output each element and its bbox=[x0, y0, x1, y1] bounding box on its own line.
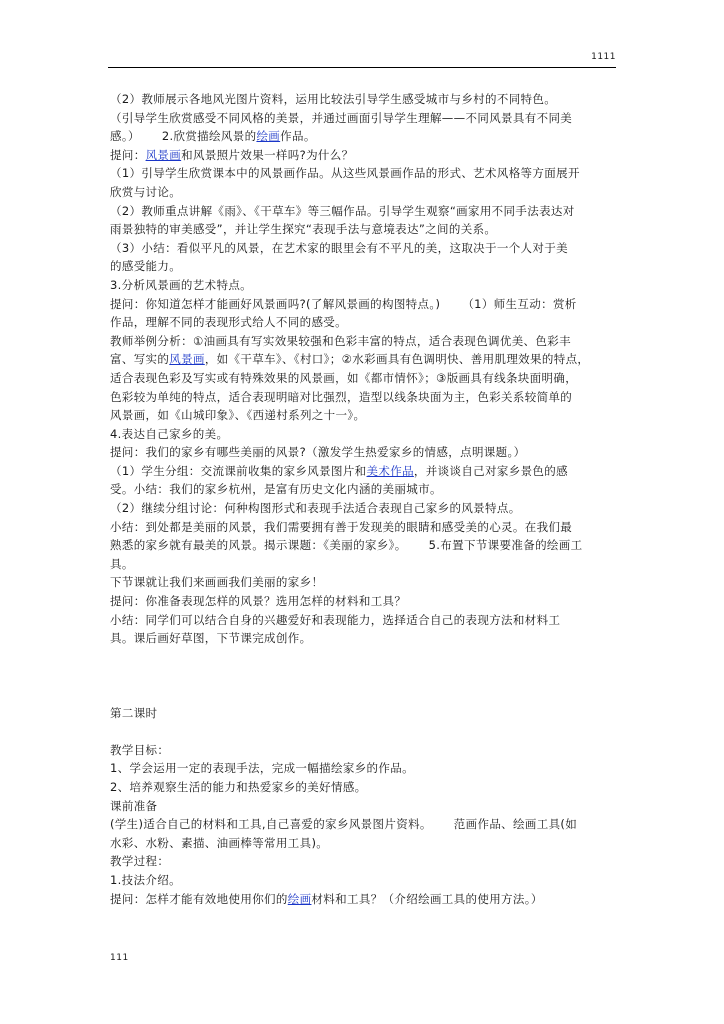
line-text: 具。 bbox=[110, 556, 134, 571]
line-text: 雨景独特的审美感受”，并让学生探究“表现手法与意境表达”之间的关系。 bbox=[110, 222, 497, 237]
hyperlink[interactable]: 风景画 bbox=[145, 147, 182, 162]
header-page-number: 1111 bbox=[591, 52, 616, 62]
text-line bbox=[110, 536, 616, 555]
line-text: 提问：我们的家乡有哪些美丽的风景?（激发学生热爱家乡的情感，点明课题。） bbox=[110, 445, 526, 460]
text-line bbox=[110, 183, 616, 202]
text-line bbox=[110, 388, 616, 407]
line-text: （1）引导学生欣赏课本中的风景画作品。从这些风景画作品的形式、艺术风格等方面展开 bbox=[110, 166, 580, 181]
text-line bbox=[110, 592, 616, 611]
text-line bbox=[110, 871, 616, 890]
document-body bbox=[110, 90, 616, 908]
text-line bbox=[110, 406, 616, 425]
line-text: (学生)适合自己的材料和工具,自己喜爱的家乡风景图片资料。 bbox=[110, 817, 432, 832]
line-text: 感。） bbox=[110, 129, 140, 144]
line-text: （2）继续分组讨论：何种构图形式和表现手法适合表现自己家乡的风景特点。 bbox=[110, 501, 521, 516]
line-text: 作品，理解不同的表现形式给人不同的感受。 bbox=[110, 315, 347, 330]
line-text: 2.欣赏描绘风景的 bbox=[161, 129, 257, 144]
line-text: （1）学生分组：交流课前收集的家乡风景图片和 bbox=[110, 463, 367, 478]
line-text: （2）教师重点讲解《雨》、《干草车》等三幅作品。引导学生观察“画家用不同手法表达对 bbox=[110, 203, 575, 218]
line-text: 适合表现色彩及写实或有特殊效果的风景画，如《都市情怀》；③版画具有线条块面明确， bbox=[110, 370, 578, 385]
text-line bbox=[110, 815, 616, 834]
line-text: 范画作品、绘画工具(如 bbox=[453, 817, 578, 832]
text-line bbox=[110, 109, 616, 128]
text-line bbox=[110, 462, 616, 481]
text-line bbox=[110, 834, 616, 853]
text-line bbox=[110, 778, 616, 797]
line-text: 1.技法介绍。 bbox=[110, 872, 181, 887]
line-text: 下节课就让我们来画画我们美丽的家乡！ bbox=[110, 575, 324, 590]
line-text: 具。课后画好草图，下节课完成创作。 bbox=[110, 631, 312, 646]
text-line bbox=[110, 759, 616, 778]
line-text: 教学目标： bbox=[110, 742, 170, 757]
line-text: （引导学生欣赏感受不同风格的美景，并通过画面引导学生理解——不同风景具有不同美 bbox=[110, 110, 573, 125]
text-line bbox=[110, 555, 616, 574]
line-text: ，并谈谈自己对家乡景色的感 bbox=[413, 463, 568, 478]
text-line bbox=[110, 295, 616, 314]
text-line bbox=[110, 480, 616, 499]
line-text: （1）师生互动：赏析 bbox=[462, 296, 577, 311]
line-text: 2、培养观察生活的能力和热爱家乡的美好情感。 bbox=[110, 779, 367, 794]
line-text: （2）教师展示各地风光图片资料，运用比较法引导学生感受城市与乡村的不同特色。 bbox=[110, 92, 557, 106]
line-text: 提问：你知道怎样才能画好风景画吗?(了解风景画的构图特点。) bbox=[110, 296, 441, 311]
text-line bbox=[110, 127, 616, 146]
line-text: 5.布置下节课要准备的绘画工 bbox=[428, 538, 583, 553]
hyperlink[interactable]: 美术作品 bbox=[366, 463, 414, 478]
line-text: （3）小结：看似平凡的风景，在艺术家的眼里会有不平凡的美，这取决于一个人对于美 bbox=[110, 240, 568, 255]
line-text: 小结：到处都是美丽的风景，我们需要拥有善于发现美的眼睛和感受美的心灵。在我们最 bbox=[110, 519, 573, 534]
text-line bbox=[110, 518, 616, 537]
text-line bbox=[110, 313, 616, 332]
line-text: 3.分析风景画的艺术特点。 bbox=[110, 277, 253, 292]
text-line bbox=[110, 350, 616, 369]
text-line bbox=[110, 443, 616, 462]
text-line bbox=[110, 499, 616, 518]
hyperlink[interactable]: 绘画 bbox=[256, 129, 281, 144]
text-line bbox=[110, 425, 616, 444]
line-text: 提问：怎样才能有效地使用你们的 bbox=[110, 891, 288, 906]
text-line bbox=[110, 276, 616, 295]
text-line bbox=[110, 685, 616, 704]
text-line bbox=[110, 666, 616, 685]
line-text: 1、学会运用一定的表现手法，完成一幅描绘家乡的作品。 bbox=[110, 761, 414, 776]
text-line bbox=[110, 257, 616, 276]
text-line bbox=[110, 573, 616, 592]
line-text: 富、写实的 bbox=[110, 352, 170, 367]
line-text: 作品。 bbox=[280, 129, 316, 144]
line-text: 提问：你准备表现怎样的风景？选用怎样的材料和工具？ bbox=[110, 594, 407, 609]
text-line bbox=[110, 220, 616, 239]
text-line bbox=[110, 852, 616, 871]
hyperlink[interactable]: 风景画 bbox=[169, 352, 205, 367]
text-line bbox=[110, 164, 616, 183]
line-text: 水彩、水粉、素描、油画棒等常用工具)。 bbox=[110, 835, 329, 850]
line-text: 教学过程： bbox=[110, 854, 170, 869]
hyperlink[interactable]: 绘画 bbox=[287, 891, 312, 906]
text-line bbox=[110, 648, 616, 667]
line-text: 风景画，如《山城印象》、《西递村系列之十一》。 bbox=[110, 408, 366, 423]
text-line bbox=[110, 202, 616, 221]
line-text: 第二课时 bbox=[110, 705, 158, 720]
header-rule bbox=[108, 67, 616, 68]
text-line bbox=[110, 797, 616, 816]
text-line bbox=[110, 704, 616, 723]
line-text: 熟悉的家乡就有最美的风景。揭示课题：《美丽的家乡》。 bbox=[110, 538, 407, 553]
text-line bbox=[110, 629, 616, 648]
line-text: ，如《干草车》、《村口》；②水彩画具有色调明快、善用肌理效果的特点， bbox=[204, 352, 590, 367]
line-text: 和风景照片效果一样吗?为什么？ bbox=[181, 147, 354, 162]
footer-page-number: 111 bbox=[110, 953, 129, 963]
line-text: 小结：同学们可以结合自身的兴趣爱好和表现能力，选择适合自己的表现方法和材料工 bbox=[110, 612, 561, 627]
line-text: 的感受能力。 bbox=[110, 259, 182, 274]
text-line bbox=[110, 890, 616, 909]
text-line bbox=[110, 611, 616, 630]
text-line bbox=[110, 369, 616, 388]
line-text: 提问： bbox=[110, 147, 146, 162]
line-text: 欣赏与讨论。 bbox=[110, 184, 182, 199]
text-line bbox=[110, 146, 616, 165]
text-line bbox=[110, 239, 616, 258]
line-text: 色彩较为单纯的特点，适合表现明暗对比强烈，造型以线条块面为主，色彩关系较简单的 bbox=[110, 389, 573, 404]
line-text: 材料和工具？（介绍绘画工具的使用方法。） bbox=[311, 891, 543, 906]
text-line bbox=[110, 90, 616, 109]
line-text: 课前准备 bbox=[110, 798, 158, 813]
line-text: 教师举例分析：①油画具有写实效果较强和色彩丰富的特点，适合表现色调优美、色彩丰 bbox=[110, 333, 571, 348]
text-line bbox=[110, 722, 616, 741]
text-line bbox=[110, 741, 616, 760]
line-text: 受。小结：我们的家乡杭州，是富有历史文化内涵的美丽城市。 bbox=[110, 482, 442, 497]
line-text: 4.表达自己家乡的美。 bbox=[110, 426, 229, 441]
text-line bbox=[110, 332, 616, 351]
